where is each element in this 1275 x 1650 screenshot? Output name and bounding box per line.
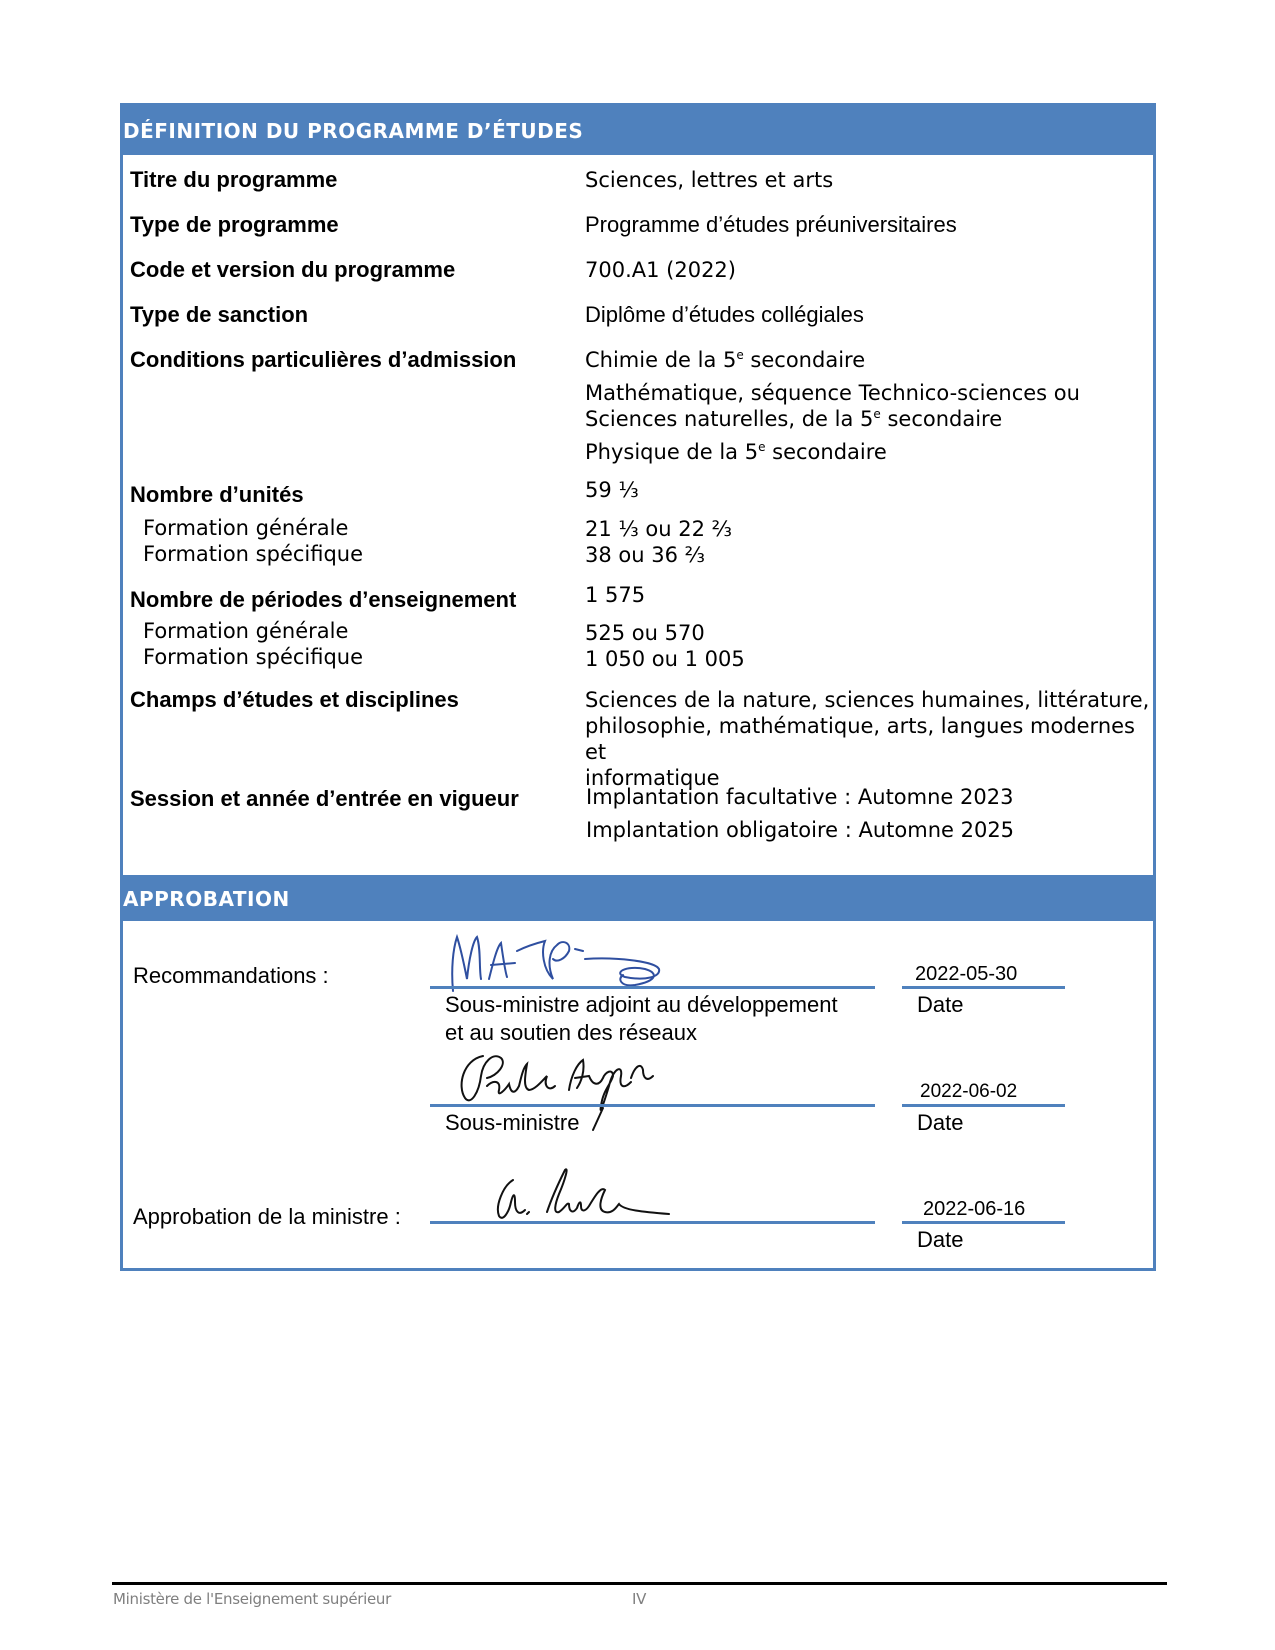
label-type-programme: Type de programme	[130, 212, 339, 237]
value-type-programme: Programme d’études préuniversitaires	[585, 212, 957, 237]
label-titre: Titre du programme	[130, 167, 338, 192]
date-value-1: 2022-05-30	[915, 963, 1018, 985]
signature-line-2	[430, 1104, 875, 1107]
value-admission-math	[585, 380, 1080, 432]
program-definition-table	[120, 103, 1156, 1271]
label-periodes: Nombre de périodes d’enseignement	[130, 587, 517, 612]
date-label-1: Date	[917, 992, 964, 1017]
value-session	[586, 784, 1014, 843]
value-code: 700.A1 (2022)	[585, 258, 736, 282]
text: Sciences de la nature, sciences humaines, littérature,	[585, 688, 1150, 712]
definition-body	[123, 155, 1153, 875]
text: Mathématique, séquence Technico-sciences ou	[585, 381, 1080, 405]
signature-caption-1	[445, 991, 838, 1047]
value-periodes: 1 575	[585, 583, 646, 607]
label-session: Session et année d’entrée en vigueur	[130, 786, 519, 811]
label-periodes-generale: Formation générale	[143, 619, 349, 643]
label-champs: Champs d’études et disciplines	[130, 687, 459, 712]
ministre-label: Approbation de la ministre :	[133, 1204, 401, 1229]
text: philosophie, mathématique, arts, langues modernes et	[585, 714, 1135, 764]
date-label-2: Date	[917, 1110, 964, 1135]
recommandations-label: Recommandations :	[133, 963, 329, 988]
label-unites-generale: Formation générale	[143, 516, 349, 540]
superscript: e	[758, 440, 766, 454]
footer-page-number: IV	[632, 1590, 647, 1608]
value-champs	[585, 687, 1153, 791]
value-periodes-generale: 525 ou 570	[585, 621, 705, 645]
date-line-3	[902, 1221, 1065, 1224]
label-admission: Conditions particulières d’admission	[130, 347, 517, 372]
date-value-2: 2022-06-02	[920, 1081, 1018, 1102]
label-sanction: Type de sanction	[130, 302, 309, 327]
date-value-3: 2022-06-16	[923, 1198, 1026, 1220]
signature-line-3	[430, 1221, 875, 1224]
value-titre: Sciences, lettres et arts	[585, 168, 834, 192]
superscript: e	[873, 407, 881, 421]
value-admission-chimie	[585, 347, 865, 373]
date-line-1	[902, 986, 1065, 989]
signature-line-1	[430, 986, 875, 989]
superscript: e	[736, 348, 744, 362]
text: secondaire	[880, 407, 1003, 431]
label-unites-specifique: Formation spécifique	[143, 542, 364, 566]
text: Physique de la 5	[585, 440, 759, 464]
label-code: Code et version du programme	[130, 257, 456, 282]
text: Implantation facultative : Automne 2023	[586, 785, 1014, 809]
approbation-header: APPROBATION	[120, 875, 1156, 921]
text: Implantation obligatoire : Automne 2025	[586, 818, 1015, 842]
label-unites: Nombre d’unités	[130, 482, 304, 507]
text: Sciences naturelles, de la 5	[585, 407, 874, 431]
text: et au soutien des réseaux	[445, 1020, 697, 1045]
text: Sous-ministre adjoint au développement	[445, 992, 838, 1017]
approbation-body	[123, 921, 1153, 1268]
value-unites: 59 ⅓	[585, 478, 639, 502]
date-label-3: Date	[917, 1227, 964, 1252]
value-admission-physique	[585, 439, 887, 465]
footer-organization: Ministère de l'Enseignement supérieur	[113, 1590, 392, 1608]
text: secondaire	[743, 348, 866, 372]
footer-divider	[112, 1582, 1167, 1585]
text: secondaire	[765, 440, 887, 464]
signature-3	[493, 1166, 683, 1226]
value-unites-specifique: 38 ou 36 ⅔	[585, 543, 705, 567]
text: Chimie de la 5	[585, 348, 737, 372]
text: informatique	[585, 766, 720, 790]
value-unites-generale: 21 ⅓ ou 22 ⅔	[585, 517, 733, 541]
definition-header: DÉFINITION DU PROGRAMME D’ÉTUDES	[120, 103, 1156, 155]
label-periodes-specifique: Formation spécifique	[143, 645, 364, 669]
value-periodes-specifique: 1 050 ou 1 005	[585, 647, 745, 671]
value-sanction: Diplôme d’études collégiales	[585, 302, 864, 327]
text	[585, 406, 1080, 432]
signature-caption-2: Sous-ministre	[445, 1110, 580, 1135]
date-line-2	[902, 1104, 1065, 1107]
